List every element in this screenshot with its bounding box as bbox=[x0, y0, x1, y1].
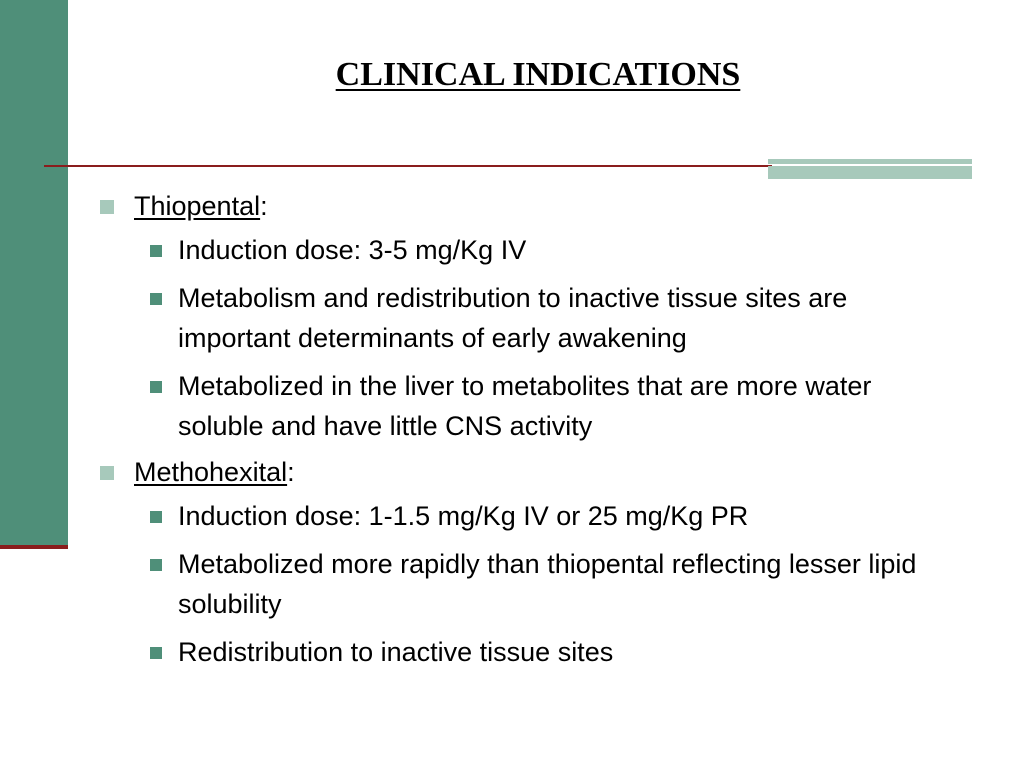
list-item-text: Induction dose: 1-1.5 mg/Kg IV or 25 mg/Kg PR bbox=[178, 501, 749, 531]
square-bullet-icon bbox=[100, 466, 114, 480]
drug-name: Methohexital bbox=[134, 457, 288, 487]
section-heading bbox=[100, 454, 1000, 490]
list-item bbox=[100, 632, 1000, 672]
list-item bbox=[100, 544, 1000, 624]
list-item-text: Metabolized in the liver to metabolites that are more water soluble and have little CNS activity bbox=[178, 371, 872, 441]
accent-stripe bbox=[768, 166, 972, 179]
list-item-text: Redistribution to inactive tissue sites bbox=[178, 637, 614, 667]
accent-stripe bbox=[768, 159, 972, 164]
square-bullet-icon bbox=[150, 293, 162, 305]
list-item bbox=[100, 230, 1000, 270]
heading-suffix: : bbox=[287, 457, 295, 487]
square-bullet-icon bbox=[150, 511, 162, 523]
list-item-text: Metabolism and redistribution to inactive tissue sites are important determinants of early awakening bbox=[178, 283, 848, 353]
square-bullet-icon bbox=[150, 559, 162, 571]
list-item-text: Induction dose: 3-5 mg/Kg IV bbox=[178, 235, 527, 265]
square-bullet-icon bbox=[100, 200, 114, 214]
heading-suffix: : bbox=[260, 191, 268, 221]
section-heading bbox=[100, 188, 1000, 224]
title-divider bbox=[44, 165, 772, 167]
drug-name: Thiopental bbox=[134, 191, 261, 221]
list-item bbox=[100, 496, 1000, 536]
slide-title: CLINICAL INDICATIONS bbox=[335, 56, 741, 93]
square-bullet-icon bbox=[150, 647, 162, 659]
square-bullet-icon bbox=[150, 245, 162, 257]
list-item bbox=[100, 278, 1000, 358]
accent-block bbox=[768, 159, 972, 179]
slide-body bbox=[100, 188, 1000, 680]
list-item bbox=[100, 366, 1000, 446]
list-item-text: Metabolized more rapidly than thiopental reflecting lesser lipid solubility bbox=[178, 549, 917, 619]
square-bullet-icon bbox=[150, 381, 162, 393]
sidebar-rule bbox=[0, 545, 68, 549]
